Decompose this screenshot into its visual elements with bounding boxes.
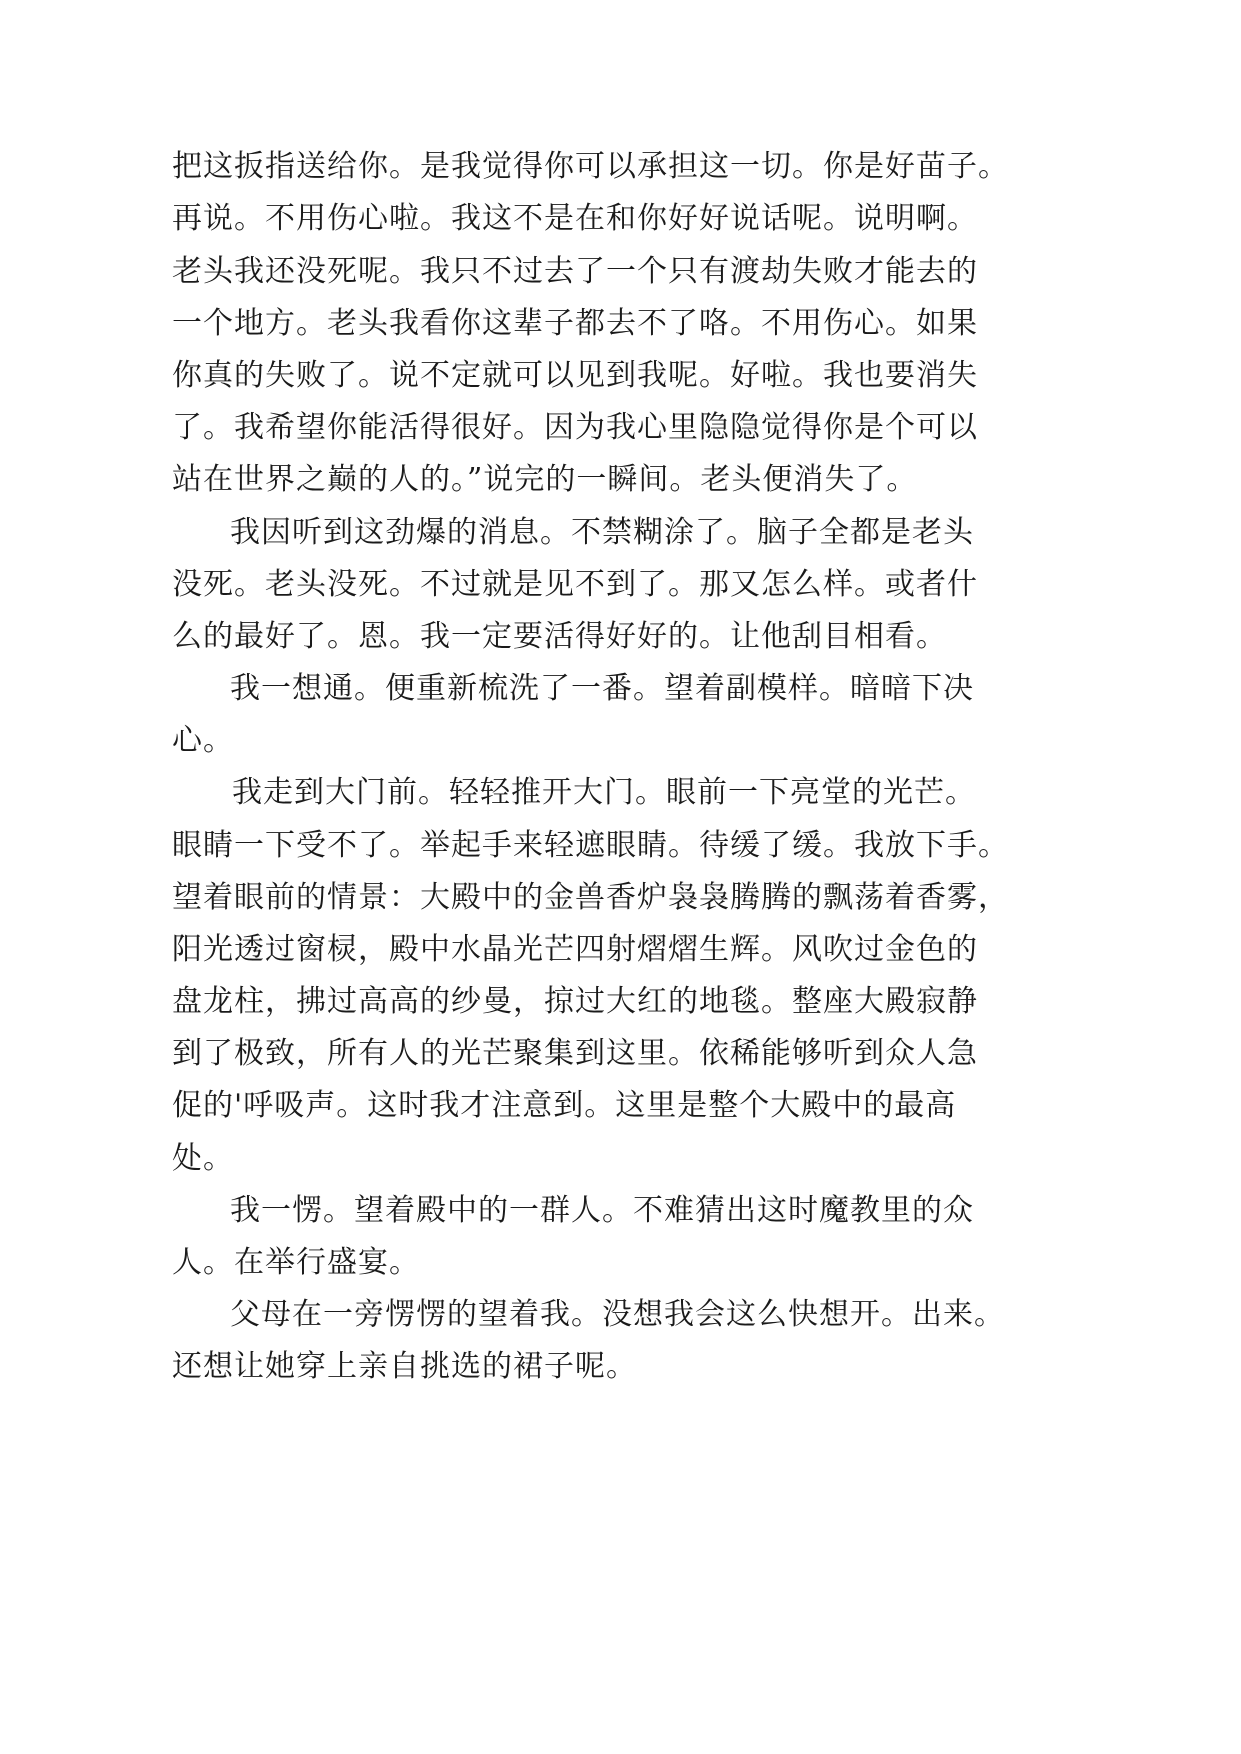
text-line: 处。 bbox=[172, 1141, 234, 1176]
text-line: 阳光透过窗棂，殿中水晶光芒四射熠熠生辉。风吹过金色的 bbox=[172, 932, 978, 967]
paragraph-first-line: 我一愣。望着殿中的一群人。不难猜出这时魔教里的众 bbox=[230, 1193, 974, 1228]
text-line: 盘龙柱，拂过高高的纱曼，掠过大红的地毯。整座大殿寂静 bbox=[172, 984, 978, 1019]
text-line: 到了极致，所有人的光芒聚集到这里。依稀能够听到众人急 bbox=[172, 1036, 978, 1071]
paragraph-first-line: 父母在一旁愣愣的望着我。没想我会这么快想开。出来。 bbox=[230, 1297, 1005, 1332]
text-line: 眼睛一下受不了。举起手来轻遮眼睛。待缓了缓。我放下手。 bbox=[172, 828, 1009, 863]
text-line: 老头我还没死呢。我只不过去了一个只有渡劫失败才能去的 bbox=[172, 254, 978, 289]
text-line: 你真的失败了。说不定就可以见到我呢。好啦。我也要消失 bbox=[172, 358, 978, 393]
paragraph-first-line: 我因听到这劲爆的消息。不禁糊涂了。脑子全都是老头 bbox=[230, 515, 974, 550]
text-line: 了。我希望你能活得很好。因为我心里隐隐觉得你是个可以 bbox=[172, 410, 978, 445]
text-line: 没死。老头没死。不过就是见不到了。那又怎么样。或者什 bbox=[172, 567, 978, 602]
text-line: 人。在举行盛宴。 bbox=[172, 1245, 420, 1280]
text-line: 站在世界之巅的人的。”说完的一瞬间。老头便消失了。 bbox=[172, 462, 918, 497]
text-line: 再说。不用伤心啦。我这不是在和你好好说话呢。说明啊。 bbox=[172, 201, 978, 236]
text-line: 心。 bbox=[172, 723, 234, 758]
paragraph-first-line: 我一想通。便重新梳洗了一番。望着副模样。暗暗下决 bbox=[230, 671, 974, 706]
text-line: 把这扳指送给你。是我觉得你可以承担这一切。你是好苗子。 bbox=[172, 149, 1009, 184]
text-line: 么的最好了。恩。我一定要活得好好的。让他刮目相看。 bbox=[172, 619, 947, 654]
text-line: 还想让她穿上亲自挑选的裙子呢。 bbox=[172, 1349, 637, 1384]
text-line: 望着眼前的情景：大殿中的金兽香炉袅袅腾腾的飘荡着香雾， bbox=[172, 880, 1009, 915]
text-line: 一个地方。老头我看你这辈子都去不了咯。不用伤心。如果 bbox=[172, 306, 978, 341]
text-line: 促的'呼吸声。这时我才注意到。这里是整个大殿中的最高 bbox=[172, 1088, 957, 1123]
paragraph-first-line: 我走到大门前。轻轻推开大门。眼前一下亮堂的光芒。 bbox=[232, 775, 976, 810]
